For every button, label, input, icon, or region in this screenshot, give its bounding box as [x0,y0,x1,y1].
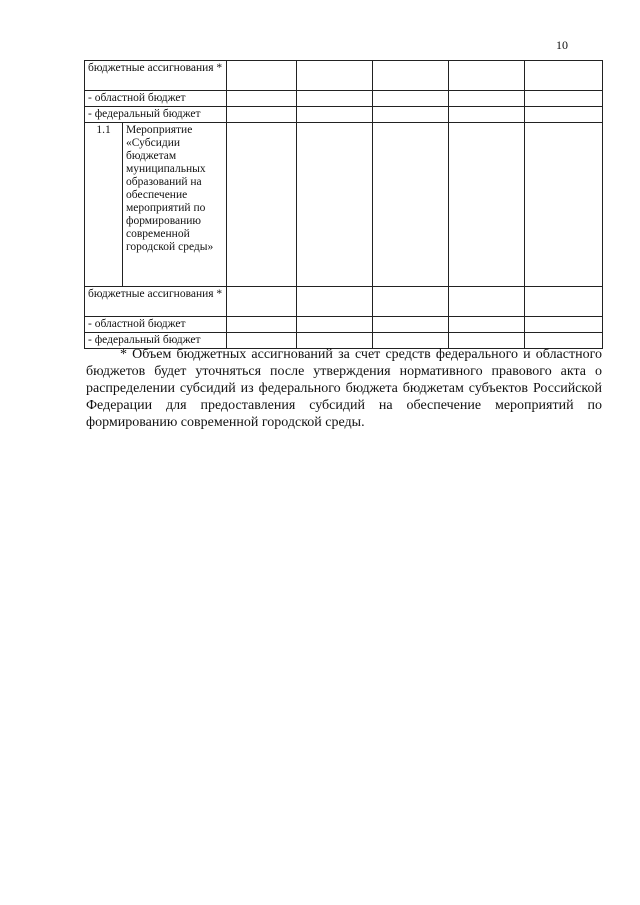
table-cell [373,287,449,317]
table-cell [525,107,603,123]
table-cell [449,107,525,123]
table-cell [449,317,525,333]
table-row [85,287,603,317]
table-cell [227,123,297,287]
table-cell [449,61,525,91]
table-cell [227,91,297,107]
table-cell [297,107,373,123]
table-cell [373,107,449,123]
table-row [85,91,603,107]
row-label: - областной бюджет [85,91,227,107]
table-cell [297,91,373,107]
table-cell [227,317,297,333]
table-row [85,317,603,333]
table-cell [525,123,603,287]
table-cell [525,61,603,91]
table-cell [227,107,297,123]
table-cell [297,61,373,91]
table-cell [373,61,449,91]
row-label: Мероприятие «Субсидии бюджетам муниципальных образований на обеспечение мероприятий по формированию современной городской среды» [123,123,227,287]
row-number: 1.1 [85,123,123,287]
budget-table [84,60,603,349]
table-row [85,61,603,91]
table-cell [449,287,525,317]
table-cell [373,91,449,107]
row-label: - федеральный бюджет [85,333,227,349]
table-cell [373,123,449,287]
table-cell [525,317,603,333]
table-cell [297,287,373,317]
table-row [85,123,603,287]
table-cell [525,287,603,317]
table-cell [449,91,525,107]
table-cell [227,61,297,91]
table-cell [373,317,449,333]
table-cell [297,123,373,287]
row-label: - федеральный бюджет [85,107,227,123]
table-cell [297,317,373,333]
row-label: - областной бюджет [85,317,227,333]
row-label: бюджетные ассигнования * [85,287,227,317]
table-cell [227,287,297,317]
footnote: * Объем бюджетных ассигнований за счет средств федерального и областного бюджетов будет уточняться после утверждения нормативного правового акта о распределении субсидий из федерального бюджета бюджетам субъектов Российской Федерации для предоставления субсидий на обеспечение мероприятий по формированию современной городской среды. [86,347,602,430]
table-cell [525,91,603,107]
table-cell [449,123,525,287]
table-row [85,107,603,123]
page-number: 10 [556,38,568,52]
row-label: бюджетные ассигнования * [85,61,227,91]
